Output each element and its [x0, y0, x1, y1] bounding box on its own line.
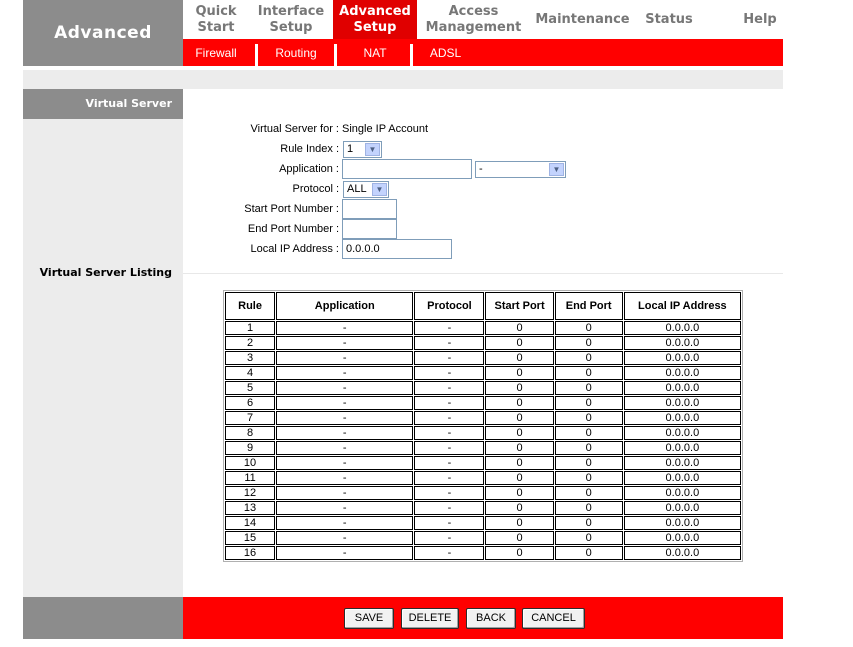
table-cell: 0.0.0.0 — [624, 426, 741, 440]
grey-strip — [23, 70, 783, 89]
table-cell: 6 — [225, 396, 275, 410]
table-cell: - — [414, 396, 484, 410]
table-row — [225, 531, 741, 545]
chevron-down-icon: ▼ — [372, 183, 387, 196]
table-cell: - — [414, 486, 484, 500]
table-cell: 0 — [485, 396, 553, 410]
table-cell: - — [414, 321, 484, 335]
end-port-label: End Port Number : — [247, 223, 339, 235]
table-cell: 0 — [485, 516, 553, 530]
table-cell: 9 — [225, 441, 275, 455]
table-row — [225, 546, 741, 560]
table-cell: - — [276, 336, 413, 350]
table-cell: - — [276, 471, 413, 485]
table-cell: - — [276, 531, 413, 545]
table-cell: 5 — [225, 381, 275, 395]
table-cell: - — [414, 546, 484, 560]
section-divider — [183, 273, 783, 274]
table-cell: - — [276, 486, 413, 500]
table-row — [225, 471, 741, 485]
table-row — [225, 441, 741, 455]
table-header-cell: Rule — [225, 292, 275, 320]
table-cell: - — [276, 321, 413, 335]
table-cell: 11 — [225, 471, 275, 485]
table-row — [225, 396, 741, 410]
table-header-cell: End Port — [555, 292, 623, 320]
table-cell: - — [276, 396, 413, 410]
table-cell: 0 — [485, 426, 553, 440]
table-body — [225, 321, 741, 560]
table-cell: 0.0.0.0 — [624, 486, 741, 500]
table-cell: 0 — [555, 351, 623, 365]
table-cell: 0 — [485, 321, 553, 335]
table-cell: - — [414, 471, 484, 485]
table-cell: 0 — [555, 336, 623, 350]
nav-advanced-setup-line2: Setup — [353, 19, 397, 35]
table-cell: - — [276, 441, 413, 455]
table-cell: - — [276, 501, 413, 515]
table-cell: 0 — [485, 486, 553, 500]
nav-access-management-line2: Management — [425, 19, 522, 35]
table-row — [225, 411, 741, 425]
save-button[interactable]: SAVE — [344, 608, 394, 629]
application-select-value: - — [479, 163, 483, 175]
subnav-separator — [334, 44, 337, 66]
table-row — [225, 456, 741, 470]
table-cell: - — [414, 516, 484, 530]
table-cell: 10 — [225, 456, 275, 470]
nav-maintenance[interactable]: Maintenance — [535, 11, 630, 27]
table-cell: - — [414, 501, 484, 515]
application-select[interactable] — [475, 161, 566, 178]
protocol-label: Protocol : — [292, 183, 339, 195]
subnav-separator — [410, 44, 413, 66]
local-ip-input[interactable]: 0.0.0.0 — [342, 239, 452, 259]
back-button[interactable]: BACK — [466, 608, 516, 629]
nav-advanced-setup[interactable] — [333, 0, 417, 39]
table-cell: 0 — [485, 501, 553, 515]
protocol-select[interactable] — [343, 181, 389, 198]
table-cell: 0 — [485, 411, 553, 425]
end-port-input[interactable] — [342, 219, 397, 239]
table-cell: 0 — [555, 546, 623, 560]
nav-advanced-setup-line1: Advanced — [339, 3, 411, 19]
table-cell: 0 — [555, 531, 623, 545]
table-row — [225, 486, 741, 500]
table-cell: 8 — [225, 426, 275, 440]
rule-index-label: Rule Index : — [280, 143, 339, 155]
delete-button[interactable]: DELETE — [401, 608, 459, 629]
table-cell: - — [276, 411, 413, 425]
table-cell: 0 — [485, 546, 553, 560]
nav-interface-setup-line1: Interface — [257, 3, 325, 19]
subnav-separator — [255, 44, 258, 66]
table-cell: - — [414, 456, 484, 470]
table-cell: 0.0.0.0 — [624, 531, 741, 545]
table-cell: 0.0.0.0 — [624, 546, 741, 560]
table-cell: 2 — [225, 336, 275, 350]
table-cell: - — [276, 516, 413, 530]
table-cell: 0 — [555, 321, 623, 335]
table-cell: 0 — [555, 366, 623, 380]
table-cell: - — [276, 456, 413, 470]
table-cell: 0.0.0.0 — [624, 501, 741, 515]
nav-quick-start-line2: Start — [197, 19, 235, 35]
table-cell: 0.0.0.0 — [624, 471, 741, 485]
table-cell: - — [414, 411, 484, 425]
cancel-button[interactable]: CANCEL — [522, 608, 585, 629]
table-cell: 0.0.0.0 — [624, 336, 741, 350]
start-port-label: Start Port Number : — [244, 203, 339, 215]
subnav-adsl[interactable]: ADSL — [429, 45, 462, 60]
table-cell: 0 — [485, 351, 553, 365]
table-cell: 0 — [555, 516, 623, 530]
chevron-down-icon: ▼ — [549, 163, 564, 176]
start-port-input[interactable] — [342, 199, 397, 219]
subnav-nat[interactable]: NAT — [363, 45, 387, 60]
table-cell: 0 — [485, 456, 553, 470]
table-cell: - — [414, 531, 484, 545]
vs-for-value: Single IP Account — [342, 123, 429, 135]
table-cell: 0.0.0.0 — [624, 381, 741, 395]
nav-access-management-line1: Access — [448, 3, 499, 19]
left-column — [23, 89, 183, 597]
nav-quick-start-line1: Quick — [195, 3, 237, 19]
table-row — [225, 321, 741, 335]
table-header-cell: Local IP Address — [624, 292, 741, 320]
table-cell: - — [414, 441, 484, 455]
table-cell: - — [414, 336, 484, 350]
virtual-server-table — [223, 290, 743, 562]
table-row — [225, 501, 741, 515]
table-cell: 0.0.0.0 — [624, 396, 741, 410]
table-cell: 16 — [225, 546, 275, 560]
nav-status[interactable]: Status — [645, 11, 693, 27]
table-row — [225, 516, 741, 530]
application-input[interactable] — [342, 159, 472, 179]
table-cell: 4 — [225, 366, 275, 380]
table-cell: - — [414, 351, 484, 365]
protocol-value: ALL — [347, 183, 367, 195]
vs-for-label: Virtual Server for : — [250, 123, 339, 135]
table-cell: 0.0.0.0 — [624, 321, 741, 335]
table-cell: 0 — [555, 411, 623, 425]
table-cell: 0 — [485, 441, 553, 455]
table-cell: 0 — [485, 531, 553, 545]
table-cell: - — [414, 366, 484, 380]
subnav-firewall[interactable]: Firewall — [195, 45, 237, 60]
table-cell: 0 — [485, 471, 553, 485]
table-header-row — [225, 292, 741, 320]
table-cell: 0.0.0.0 — [624, 351, 741, 365]
table-cell: 3 — [225, 351, 275, 365]
table-cell: 0 — [485, 381, 553, 395]
application-label: Application : — [279, 163, 339, 175]
table-cell: 12 — [225, 486, 275, 500]
rule-index-select[interactable] — [343, 141, 382, 158]
table-cell: 15 — [225, 531, 275, 545]
nav-interface-setup-line2: Setup — [269, 19, 313, 35]
table-cell: 0 — [555, 486, 623, 500]
table-cell: - — [414, 426, 484, 440]
table-row — [225, 381, 741, 395]
table-cell: 0 — [555, 426, 623, 440]
nav-access-management[interactable] — [420, 0, 527, 39]
table-cell: - — [276, 366, 413, 380]
nav-quick-start[interactable] — [183, 0, 249, 39]
table-cell: 14 — [225, 516, 275, 530]
table-header-cell: Start Port — [485, 292, 553, 320]
table-cell: 0 — [555, 396, 623, 410]
table-cell: 13 — [225, 501, 275, 515]
rule-index-value: 1 — [347, 143, 354, 155]
table-cell: - — [414, 381, 484, 395]
footer-left — [23, 597, 183, 639]
table-cell: - — [276, 381, 413, 395]
table-cell: 0 — [485, 336, 553, 350]
table-row — [225, 366, 741, 380]
table-cell: 1 — [225, 321, 275, 335]
table-cell: - — [276, 351, 413, 365]
table-cell: 0 — [555, 501, 623, 515]
section-virtual-server: Virtual Server — [23, 89, 183, 119]
table-cell: 0.0.0.0 — [624, 441, 741, 455]
chevron-down-icon: ▼ — [365, 143, 380, 156]
table-cell: 0 — [555, 471, 623, 485]
table-header-cell: Application — [276, 292, 413, 320]
table-cell: - — [276, 426, 413, 440]
table-cell: 0.0.0.0 — [624, 411, 741, 425]
table-cell: 0.0.0.0 — [624, 366, 741, 380]
nav-help[interactable]: Help — [743, 11, 777, 27]
table-row — [225, 351, 741, 365]
nav-interface-setup[interactable] — [250, 0, 332, 39]
subnav-routing[interactable]: Routing — [275, 45, 317, 60]
table-row — [225, 426, 741, 440]
section-virtual-server-listing: Virtual Server Listing — [39, 266, 172, 279]
table-cell: 0 — [555, 456, 623, 470]
table-cell: - — [276, 546, 413, 560]
brand-title: Advanced — [23, 0, 183, 66]
table-cell: 0.0.0.0 — [624, 456, 741, 470]
table-cell: 0.0.0.0 — [624, 516, 741, 530]
table-cell: 0 — [555, 441, 623, 455]
table-cell: 7 — [225, 411, 275, 425]
table-cell: 0 — [485, 366, 553, 380]
table-cell: 0 — [555, 381, 623, 395]
table-header-cell: Protocol — [414, 292, 484, 320]
local-ip-label: Local IP Address : — [250, 243, 339, 255]
table-row — [225, 336, 741, 350]
